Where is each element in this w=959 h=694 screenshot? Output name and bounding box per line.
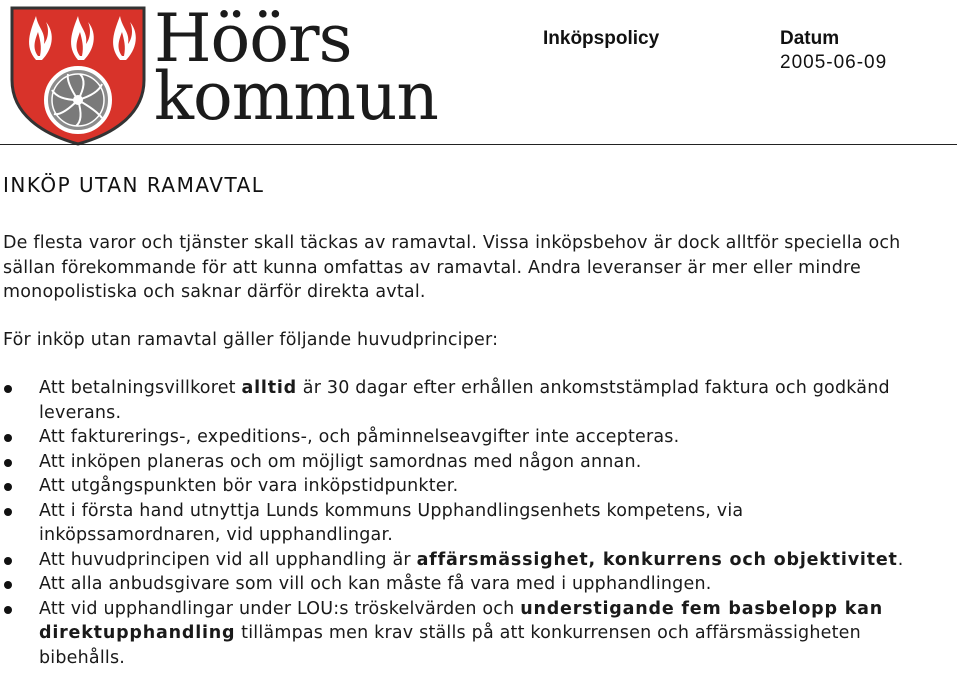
document-title: Inköpspolicy: [543, 28, 660, 49]
list-item: Att vid upphandlingar under LOU:s tröskelvärden och understigande fem basbelopp kan direktupphandling tillämpas men krav ställs på att konkurrensen och affärsmässigheten bibehålls.: [0, 597, 930, 671]
list-item: Att betalningsvillkoret alltid är 30 dagar efter erhållen ankomststämplad faktura och godkänd leverans.: [0, 376, 930, 425]
bullet-icon: [4, 606, 12, 614]
list-item: Att fakturerings-, expeditions-, och påminnelseavgifter inte accepteras.: [0, 425, 930, 450]
bullet-icon: [4, 434, 12, 442]
header-divider: [0, 144, 957, 145]
list-item: Att i första hand utnyttja Lunds kommuns Upphandlingsenhets kompetens, via inköpssamordnaren, vid upphandlingar.: [0, 499, 930, 548]
bullet-icon: [4, 459, 12, 467]
section-heading: INKÖP UTAN RAMAVTAL: [3, 173, 265, 197]
bullet-icon: [4, 385, 12, 393]
list-item: Att utgångspunkten bör vara inköpstidpunkter.: [0, 474, 930, 499]
bullet-icon: [4, 557, 12, 565]
coat-of-arms-icon: [6, 2, 151, 146]
principles-lead: För inköp utan ramavtal gäller följande huvudprinciper:: [3, 330, 499, 350]
hoor-kommun-logo: [6, 0, 438, 146]
intro-paragraph: De flesta varor och tjänster skall täckas av ramavtal. Vissa inköpsbehov är dock alltför speciella och sällan förekommande för att kunna omfattas av ramavtal. Andra leveranser är mer eller mindre monopolistiska och saknar därför direkta avtal.: [3, 233, 901, 302]
date-label: Datum: [780, 28, 840, 49]
bullet-icon: [4, 483, 12, 491]
principles-list: [0, 376, 930, 670]
list-item: Att inköpen planeras och om möjligt samordnas med någon annan.: [0, 450, 930, 475]
list-item: Att alla anbudsgivare som vill och kan måste få vara med i upphandlingen.: [0, 572, 930, 597]
bullet-icon: [4, 508, 12, 516]
logo-word-kommun: kommun: [154, 58, 438, 135]
logo-word-hoors: Höörs: [154, 0, 352, 77]
list-item: Att huvudprincipen vid all upphandling är affärsmässighet, konkurrens och objektivitet.: [0, 548, 930, 573]
date-value: 2005-06-09: [780, 52, 888, 73]
bullet-icon: [4, 581, 12, 589]
